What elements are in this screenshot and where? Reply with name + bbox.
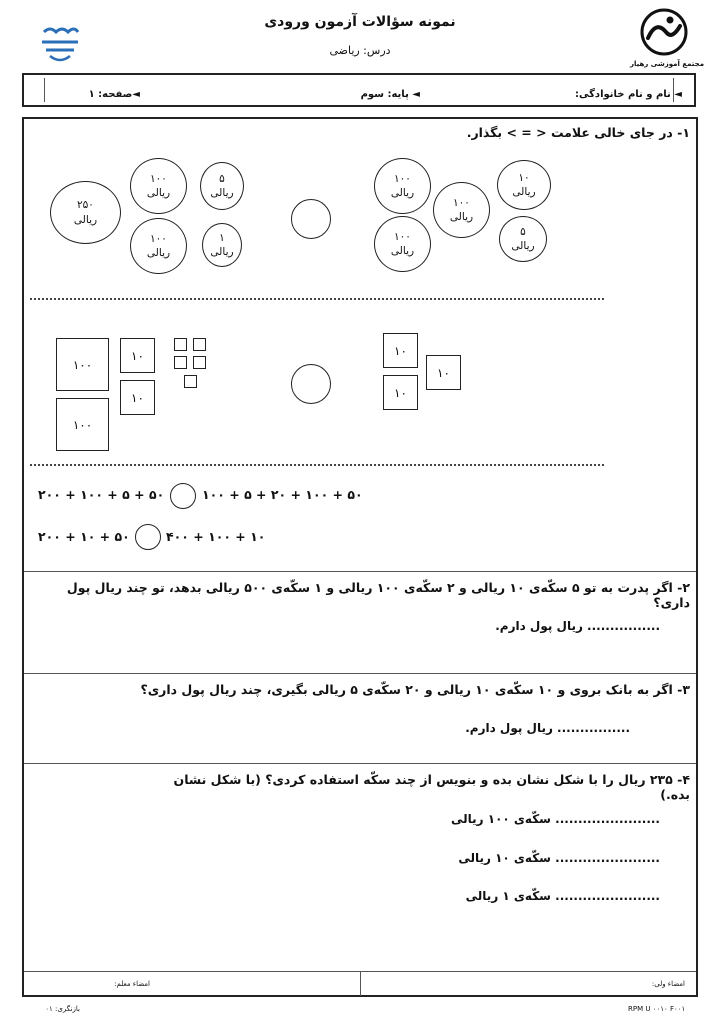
parent-signature-label: امضاء ولی: (651, 980, 685, 988)
expression-1-left: ۲۰۰ + ۱۰۰ + ۵ + ۵۰ (38, 487, 165, 502)
coin-5 (200, 162, 244, 210)
coin-unit: ریالی (146, 247, 171, 259)
question-2-text: ۲- اگر پدرت به تو ۵ سکّه‌ی ۱۰ ریالی و ۲ سکّه‌ی ۱۰۰ ریالی و ۱ سکّه‌ی ۵۰۰ ریالی بدهد، تو چند ریال پول داری؟ (66, 580, 690, 610)
coin-250 (50, 181, 121, 244)
coin-amount: ۱۰۰ (150, 232, 167, 245)
grade-label: ◄ پایه: سوم (360, 89, 420, 100)
note-100: ۱۰۰ (56, 338, 109, 391)
exam-title: نمونه سؤالات آزمون ورودی (264, 14, 456, 30)
unit-square (184, 375, 197, 388)
section-divider (24, 571, 696, 572)
page-number-label: ◄صفحه: ۱ (88, 89, 140, 100)
coin-amount: ۵ (219, 172, 225, 185)
comparison-blank-1[interactable] (291, 199, 331, 239)
coin-unit: ریالی (210, 246, 234, 258)
coin-100 (374, 216, 431, 272)
signature-separator (360, 971, 361, 996)
coin-amount: ۱۰۰ (453, 196, 470, 209)
note-10: ۱۰ (120, 338, 155, 373)
expression-1-right: ۱۰۰ + ۵ + ۲۰ + ۱۰۰ + ۵۰ (202, 487, 363, 502)
coin-unit: ریالی (390, 245, 415, 257)
note-10: ۱۰ (426, 355, 461, 390)
coin-100 (374, 158, 431, 214)
unit-square (174, 356, 187, 369)
comparison-blank-4[interactable] (135, 524, 161, 550)
coin-100 (433, 182, 490, 238)
dotted-divider (30, 298, 604, 300)
comparison-blank-3[interactable] (170, 483, 196, 509)
coin-100 (130, 218, 187, 274)
coin-unit: ریالی (511, 240, 535, 252)
section-divider (24, 673, 696, 674)
coin-amount: ۲۵۰ (77, 199, 94, 212)
unit-square (174, 338, 187, 351)
unit-square (193, 356, 206, 369)
coin-unit: ریالی (390, 187, 415, 199)
question-4-answer-10[interactable]: ....................... سکّه‌ی ۱۰ ریالی (458, 851, 660, 865)
coin-5 (499, 216, 547, 262)
school-logo (636, 8, 692, 60)
coin-amount: ۱۰۰ (394, 172, 411, 185)
question-1-text: ۱- در جای خالی علامت < = > بگذار. (466, 125, 690, 140)
teacher-signature-label: امضاء معلم: (114, 980, 150, 988)
expression-2-right: ۴۰۰ + ۱۰۰ + ۱۰ (166, 529, 266, 544)
coin-unit: ریالی (449, 211, 474, 223)
coin-amount: ۱۰۰ (150, 172, 167, 185)
question-4-text: ۴- ۲۳۵ ریال را با شکل نشان بده و بنویس از چند سکّه استفاده کردی؟ (با شکل نشان بده.) (173, 772, 690, 802)
note-100: ۱۰۰ (56, 398, 109, 451)
note-10: ۱۰ (120, 380, 155, 415)
dotted-divider (30, 464, 604, 466)
revision-label: بازنگری: ۰۱ (45, 1005, 80, 1013)
note-10: ۱۰ (383, 375, 418, 410)
school-name: مجتمع آموزشی رهیار (629, 60, 705, 68)
coin-amount: ۵ (520, 225, 526, 238)
coin-amount: ۱۰۰ (394, 230, 411, 243)
emblem-logo (36, 24, 84, 64)
coin-1 (202, 223, 242, 267)
note-10: ۱۰ (383, 333, 418, 368)
coin-100 (130, 158, 187, 214)
question-4-answer-100[interactable]: ....................... سکّه‌ی ۱۰۰ ریالی (451, 812, 660, 826)
coin-amount: ۱ (219, 231, 225, 244)
question-3-answer-line[interactable]: ................ ریال پول دارم. (465, 721, 630, 735)
coin-10 (497, 160, 551, 210)
coin-amount: ۱۰ (518, 171, 530, 184)
subject-label: درس: ریاضی (329, 44, 391, 57)
exam-frame (22, 117, 698, 997)
coin-unit: ریالی (73, 213, 98, 226)
coin-unit: ریالی (146, 187, 171, 199)
document-code: RPM U ۰۰۱۰ F۰۰۱ (628, 1005, 686, 1013)
question-3-text: ۳- اگر به بانک بروی و ۱۰ سکّه‌ی ۱۰ ریالی و ۲۰ سکّه‌ی ۵ ریالی بگیری، چند ریال پول داری؟ (140, 682, 690, 697)
unit-square (193, 338, 206, 351)
expression-2-left: ۲۰۰ + ۱۰ + ۵۰ (38, 529, 130, 544)
section-divider (24, 763, 696, 764)
question-2-answer-line[interactable]: ................ ریال پول دارم. (495, 619, 660, 633)
coin-unit: ریالی (512, 186, 536, 198)
comparison-blank-2[interactable] (291, 364, 331, 404)
student-name-label: ◄ نام و نام خانوادگی: (575, 89, 682, 100)
coin-unit: ریالی (210, 187, 234, 199)
question-4-answer-1[interactable]: ....................... سکّه‌ی ۱ ریالی (465, 889, 660, 903)
